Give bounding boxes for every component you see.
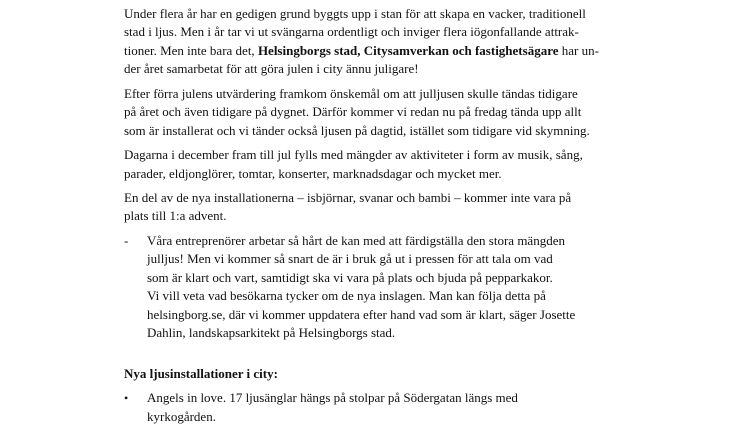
text-line: helsingborg.se, där vi kommer uppdatera efter hand vad som är klart, säger Josette	[147, 306, 576, 322]
text-line: der året samarbetat för att göra julen i city ännu juligare!	[124, 61, 419, 77]
december-paragraph	[124, 146, 644, 183]
text-line: parader, eldjonglörer, tomtar, konserter, marknadsdagar och mycket mer.	[124, 165, 502, 181]
text-line: plats till 1:a advent.	[124, 208, 227, 224]
bullet-marker: •	[124, 391, 129, 406]
text-line: på året och även tidigare på dygnet. Därför kommer vi redan nu på fredag tända upp allt	[124, 104, 582, 120]
text-line: Under flera år har en gedigen grund byggts upp i stan för att skapa en vacker, traditionell	[124, 6, 586, 21]
installations-paragraph	[124, 189, 644, 226]
text-line: En del av de nya installationerna – isbjörnar, svanar och bambi – kommer inte vara på	[124, 190, 572, 206]
text-line: stad i ljus. Men i år tar vi ut svängarna ordentligt och inviger flera iögonfallande attrak-	[124, 24, 579, 40]
text-line: kyrkogården.	[147, 408, 216, 424]
text-line: Dagarna i december fram till jul fylls med mängder av aktiviteter i form av musik, sång,	[124, 147, 583, 163]
quote-item	[124, 232, 644, 342]
text-line: Vi vill veta vad besökarna tycker om de nya inslagen. Man kan följa detta på	[147, 288, 546, 304]
text-line	[124, 42, 644, 60]
intro-paragraph	[124, 5, 644, 79]
text-line: julljus! Men vi kommer så snart de är i bruk gå ut i pressen för att tala om vad	[147, 251, 553, 267]
document-page	[124, 5, 644, 426]
section-heading	[124, 365, 644, 383]
evaluation-paragraph	[124, 85, 644, 140]
partners-bold-text: Helsingborgs stad, Citysamverkan och fastighetsägare	[257, 42, 559, 58]
text-span: tioner. Men inte bara det,	[124, 42, 258, 58]
text-line: Angels in love. 17 ljusänglar hängs på stolpar på Södergatan längs med	[147, 390, 518, 406]
heading-text: Nya ljusinstallationer i city:	[124, 365, 278, 381]
text-line: som är klart och vart, samtidigt ska vi vara på plats och bjuda på pepparkakor.	[147, 269, 553, 285]
dash-marker: -	[124, 233, 129, 249]
text-line: som är installerat och vi tänder också ljusen på dagtid, istället som tidigare vid skymning.	[124, 122, 590, 138]
text-line: Efter förra julens utvärdering framkom önskemål om att julljusen skulle tändas tidigare	[124, 85, 578, 101]
text-line: Dahlin, landskapsarkitekt på Helsingborgs stad.	[147, 325, 396, 340]
text-line: Våra entreprenörer arbetar så hårt de kan med att färdigställa den stora mängden	[147, 233, 565, 249]
text-span: har un-	[558, 42, 599, 58]
list-item	[124, 389, 644, 426]
